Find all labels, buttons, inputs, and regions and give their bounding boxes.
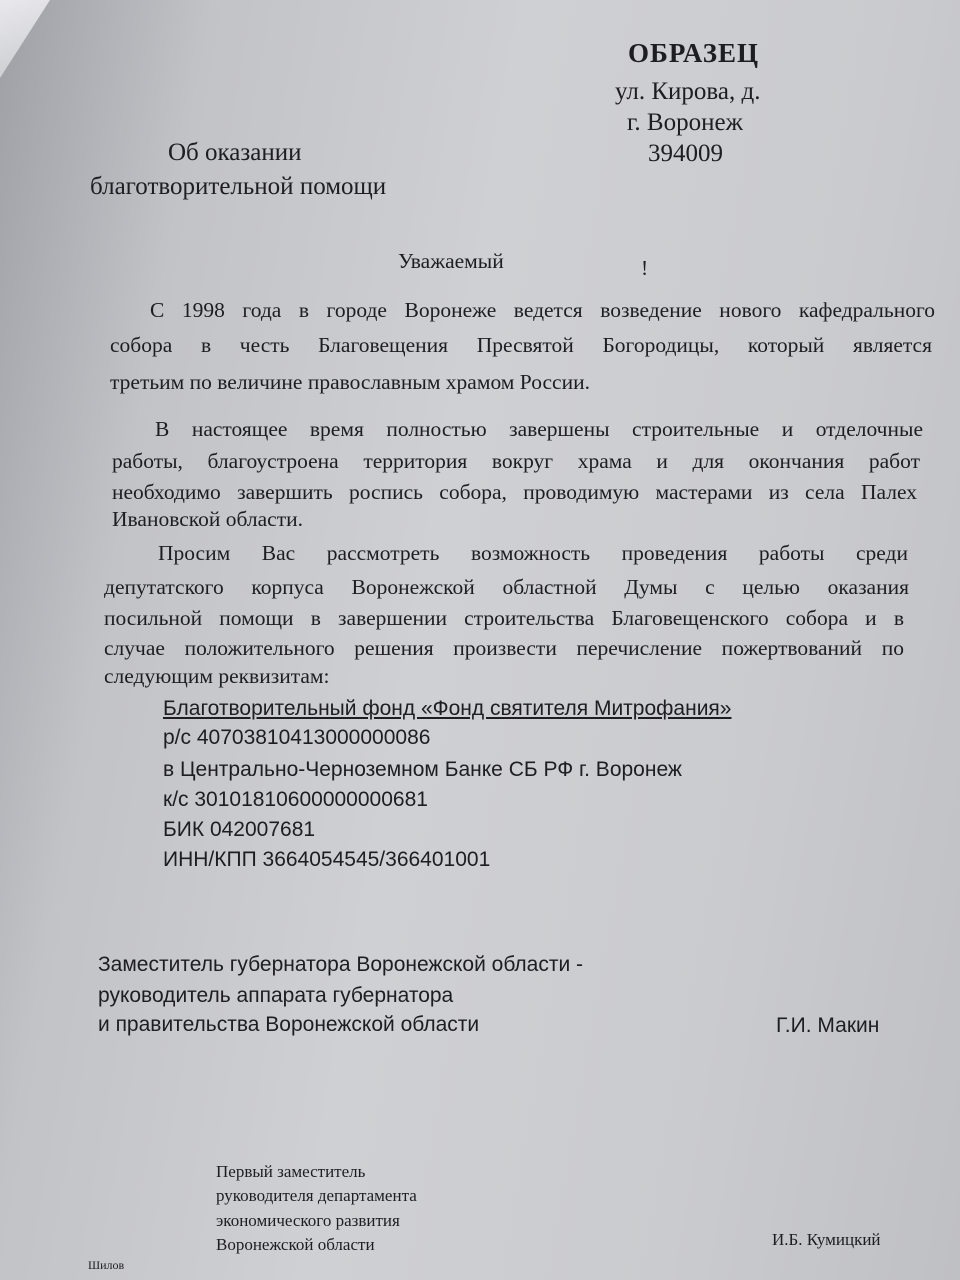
sample-stamp: ОБРАЗЕЦ (628, 38, 759, 68)
salutation-mark: ! (641, 256, 649, 280)
signatory-2-title-line-2: руководителя департамента (216, 1186, 417, 1205)
requisite-corr-account: к/с 30101810600000000681 (163, 788, 428, 811)
signatory-1-name: Г.И. Макин (776, 1014, 880, 1037)
paragraph-1-line-3: третьим по величине православным храмом России. (110, 370, 590, 394)
signatory-2-title-line-4: Воронежской области (216, 1235, 375, 1254)
paragraph-2-line-4: Ивановской области. (112, 507, 303, 531)
paragraph-3-line-2: депутатского корпуса Воронежской областной Думы с целью оказания (104, 575, 909, 599)
paragraph-2-line-1: В настоящее время полностью завершены строительные и отделочные (155, 417, 923, 441)
requisite-inn-kpp: ИНН/КПП 3664054545/366401001 (163, 848, 491, 871)
executor-note: Шилов (88, 1258, 125, 1272)
signatory-2-name: И.Б. Кумицкий (772, 1230, 881, 1249)
paragraph-1-line-2: собора в честь Благовещения Пресвятой Богородицы, который является (110, 333, 932, 357)
paragraph-3-line-3: посильной помощи в завершении строительства Благовещенского собора и в (104, 606, 904, 630)
page-corner-fold (0, 0, 50, 78)
paragraph-2-line-2: работы, благоустроена территория вокруг храма и для окончания работ (112, 449, 920, 473)
paragraph-1-line-1: С 1998 года в городе Воронеже ведется возведение нового кафедрального (150, 298, 935, 322)
signatory-2-title-line-3: экономического развития (216, 1211, 400, 1230)
address-postcode: 394009 (648, 140, 723, 167)
salutation: Уважаемый (398, 249, 504, 273)
signatory-1-title-line-3: и правительства Воронежской области (98, 1013, 480, 1036)
subject-line-1: Об оказании (168, 139, 302, 166)
requisite-account: р/с 40703810413000000086 (163, 726, 431, 749)
requisite-fund: Благотворительный фонд «Фонд святителя Митрофания» (163, 697, 732, 720)
subject-line-2: благотворительной помощи (90, 173, 387, 200)
signatory-2-title-line-1: Первый заместитель (216, 1162, 366, 1181)
paragraph-2-line-3: необходимо завершить роспись собора, проводимую мастерами из села Палех (112, 480, 917, 504)
requisite-bik: БИК 042007681 (163, 818, 316, 841)
paragraph-3-line-4: случае положительного решения произвести перечисление пожертвований по (104, 636, 904, 660)
paragraph-3-line-1: Просим Вас рассмотреть возможность проведения работы среди (158, 541, 908, 565)
requisite-bank: в Центрально-Черноземном Банке СБ РФ г. Воронеж (163, 758, 682, 781)
paragraph-3-line-5: следующим реквизитам: (104, 664, 330, 688)
address-city: г. Воронеж (627, 109, 743, 136)
address-street: ул. Кирова, д. (615, 78, 761, 105)
signatory-1-title-line-2: руководитель аппарата губернатора (98, 984, 454, 1007)
signatory-1-title-line-1: Заместитель губернатора Воронежской области - (98, 953, 584, 976)
